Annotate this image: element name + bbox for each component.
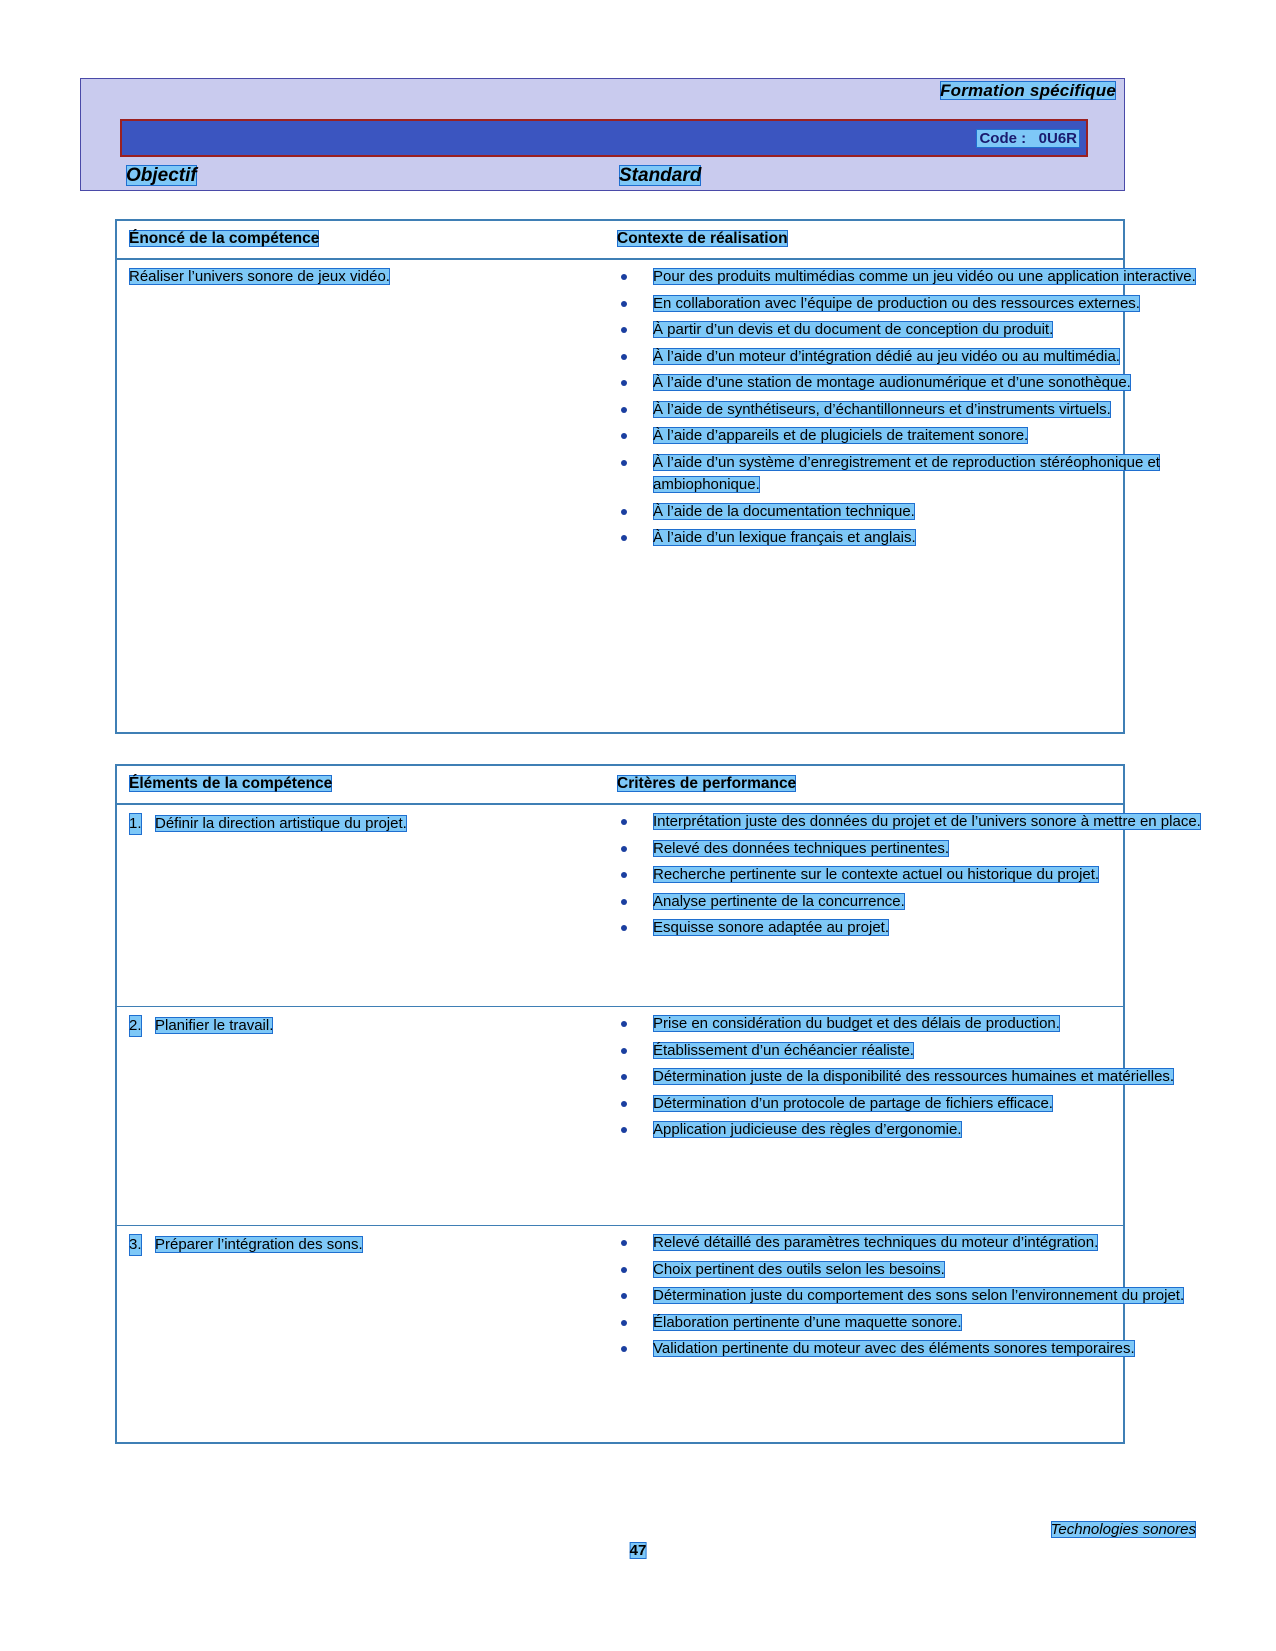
list-item: Établissement d’un échéancier réaliste. [615, 1040, 1225, 1063]
footer-page-number: 47 [629, 1542, 647, 1559]
list-item: À l’aide d’appareils et de plugiciels de traitement sonore. [615, 425, 1225, 448]
list-item: À partir d’un devis et du document de conception du produit. [615, 319, 1225, 342]
bullet-icon [621, 433, 627, 439]
bullet-icon [621, 460, 627, 466]
bullet-icon [621, 274, 627, 280]
list-item: Validation pertinente du moteur avec des éléments sonores temporaires. [615, 1338, 1225, 1361]
competency-element [129, 1234, 599, 1256]
bullet-icon [621, 354, 627, 360]
list-item: À l’aide d’un moteur d’intégration dédié au jeu vidéo ou au multimédia. [615, 346, 1225, 369]
competency-statement-table [115, 219, 1196, 734]
bullet-icon [621, 407, 627, 413]
standard-label: Standard [619, 165, 702, 186]
bullet-icon [621, 1101, 627, 1107]
criteria-bullets [615, 1013, 1225, 1142]
objectif-label: Objectif [126, 165, 197, 186]
bullet-icon [621, 509, 627, 515]
bullet-icon [621, 1021, 627, 1027]
code-value: Code : 0U6R [976, 129, 1080, 148]
table2-col-right-header: Critères de performance [617, 775, 797, 792]
list-item: Détermination d’un protocole de partage de fichiers efficace. [615, 1093, 1225, 1116]
list-item: Esquisse sonore adaptée au projet. [615, 917, 1225, 940]
element-text: Préparer l’intégration des sons. [155, 1236, 363, 1253]
list-item: À l’aide d’une station de montage audionumérique et d’une sonothèque. [615, 372, 1225, 395]
header-formation-label [940, 81, 1116, 101]
performance-criteria-list [615, 1013, 1225, 1146]
bullet-icon [621, 327, 627, 333]
bullet-icon [621, 1346, 627, 1352]
table1-header-row [117, 221, 1123, 259]
bullet-icon [621, 380, 627, 386]
list-item: Interprétation juste des données du projet et de l’univers sonore à mettre en place. [615, 811, 1225, 834]
bullet-icon [621, 301, 627, 307]
list-item: Pour des produits multimédias comme un jeu vidéo ou une application interactive. [615, 266, 1225, 289]
bullet-icon [621, 1267, 627, 1273]
element-text: Définir la direction artistique du projet. [155, 815, 407, 832]
list-item: Analyse pertinente de la concurrence. [615, 891, 1225, 914]
header-column-labels [126, 165, 1086, 189]
list-item: À l’aide de synthétiseurs, d’échantillonneurs et d’instruments virtuels. [615, 399, 1225, 422]
bullet-icon [621, 1048, 627, 1054]
bullet-icon [621, 925, 627, 931]
list-item: Recherche pertinente sur le contexte actuel ou historique du projet. [615, 864, 1225, 887]
list-item: À l’aide d’un système d’enregistrement et de reproduction stéréophonique et ambiophonique. [615, 452, 1225, 497]
list-item: À l’aide d’un lexique français et anglais. [615, 527, 1225, 550]
bullet-icon [621, 819, 627, 825]
bullet-icon [621, 846, 627, 852]
table-row [117, 1225, 1185, 1446]
table1-col-right-header: Contexte de réalisation [617, 230, 788, 247]
performance-criteria-list [615, 811, 1225, 944]
bullet-icon [621, 1320, 627, 1326]
list-item: À l’aide de la documentation technique. [615, 501, 1225, 524]
element-text: Planifier le travail. [155, 1017, 274, 1034]
table2-col-left-header: Éléments de la compétence [129, 775, 333, 792]
table-row [117, 804, 1201, 1006]
list-item: Élaboration pertinente d’une maquette sonore. [615, 1312, 1225, 1335]
element-number: 1. [129, 813, 142, 835]
bullet-icon [621, 899, 627, 905]
page-header [80, 78, 1125, 191]
list-item: Prise en considération du budget et des délais de production. [615, 1013, 1225, 1036]
performance-criteria-list [615, 1232, 1225, 1365]
list-item: Application judicieuse des règles d’ergonomie. [615, 1119, 1225, 1142]
list-item: Détermination juste de la disponibilité des ressources humaines et matérielles. [615, 1066, 1225, 1089]
criteria-bullets [615, 1232, 1225, 1361]
table1-col-left-header: Énoncé de la compétence [129, 230, 320, 247]
bullet-icon [621, 1074, 627, 1080]
list-item: Relevé détaillé des paramètres techniques du moteur d’intégration. [615, 1232, 1225, 1255]
competency-statement: Réaliser l’univers sonore de jeux vidéo. [129, 268, 390, 285]
list-item: Choix pertinent des outils selon les besoins. [615, 1259, 1225, 1282]
list-item: Détermination juste du comportement des sons selon l’environnement du projet. [615, 1285, 1225, 1308]
bullet-icon [621, 1293, 627, 1299]
header-formation-text: Formation spécifique [940, 81, 1116, 100]
competency-elements-table [115, 764, 1201, 1444]
bullet-icon [621, 535, 627, 541]
list-item: En collaboration avec l’équipe de production ou des ressources externes. [615, 293, 1225, 316]
competency-element [129, 1015, 599, 1037]
code-bar [120, 119, 1088, 157]
bullet-icon [621, 1240, 627, 1246]
table-row [117, 1006, 1175, 1225]
footer-program-name: Technologies sonores [1050, 1521, 1196, 1538]
competency-element [129, 813, 599, 835]
element-number: 3. [129, 1234, 142, 1256]
context-bullets [615, 266, 1225, 550]
table2-header-row [117, 766, 1123, 804]
bullet-icon [621, 1127, 627, 1133]
list-item: Relevé des données techniques pertinentes. [615, 838, 1225, 861]
bullet-icon [621, 872, 627, 878]
table-row [117, 259, 1196, 736]
element-number: 2. [129, 1015, 142, 1037]
realization-context-list [615, 266, 1225, 554]
criteria-bullets [615, 811, 1225, 940]
